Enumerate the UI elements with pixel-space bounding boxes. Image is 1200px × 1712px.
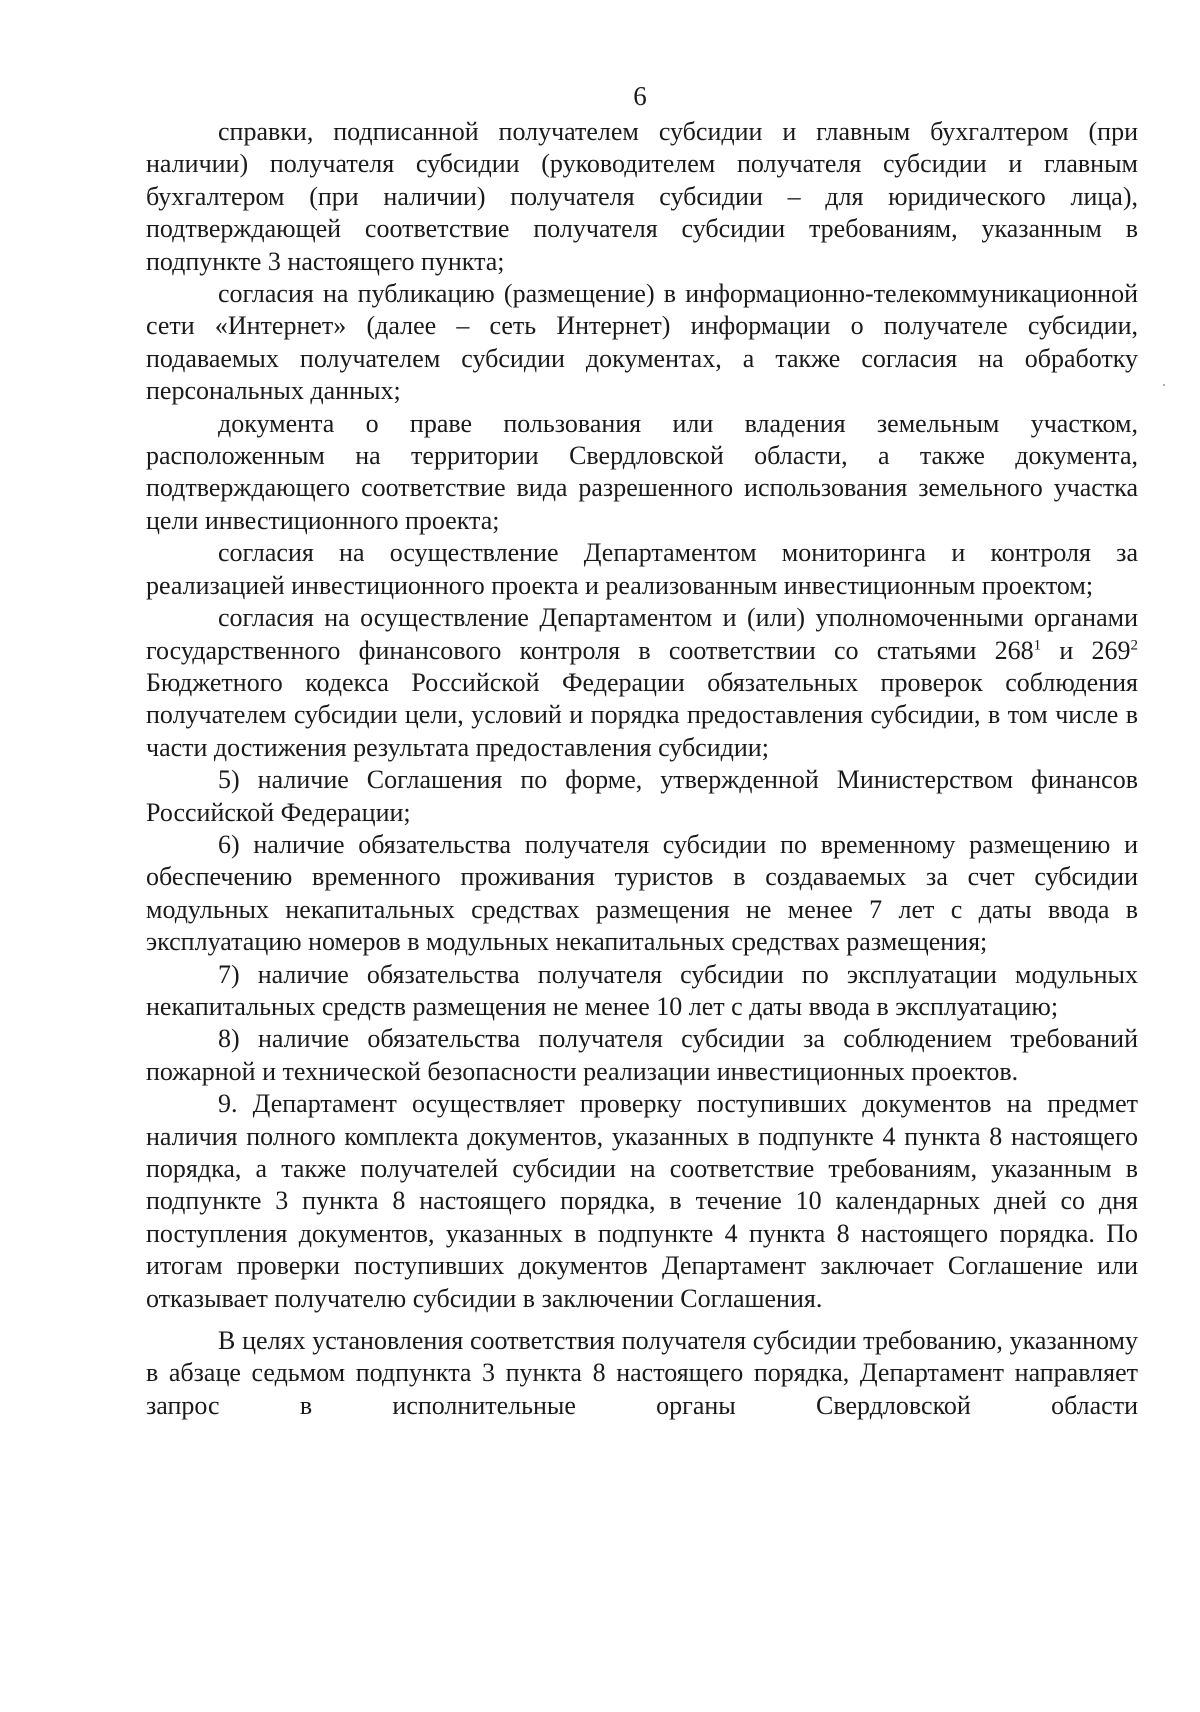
paragraph-land-document: документа о праве пользования или владения земельным участком, расположенным на территории Свердловской области, а также документа, подтверждающего соответствие вида разрешенного использования земельного участка цели инвестиционного проекта;	[146, 408, 1138, 535]
paragraph-item-6: 6) наличие обязательства получателя субсидии по временному размещению и обеспечению временного проживания туристов в создаваемых за счет субсидии модульных некапитальных средствах размещения не менее 7 лет с даты ввода в эксплуатацию номеров в модульных некапитальных средствах размещения;	[146, 829, 1138, 957]
scan-speck	[1163, 384, 1165, 386]
inspections-text-end: Бюджетного кодекса Российской Федерации обязательных проверок соблюдения получателем субсидии цели, условий и порядка предоставления субсидии, в том числе в части достижения результата предоставления субсидии;	[146, 667, 1138, 762]
inspections-text-start: согласия на осуществление Департаментом и (или) уполномоченными органами государственного финансового контроля в соответствии со статьями 268	[146, 603, 1138, 665]
paragraph-consent-inspections	[146, 602, 1138, 764]
paragraph-consent-publication: согласия на публикацию (размещение) в информационно-телекоммуникационной сети «Интернет» (далее – сеть Интернет) информации о получателе субсидии, подаваемых получателем субсидии документах, а также согласия на обработку персональных данных;	[146, 279, 1138, 406]
paragraph-item-8: 8) наличие обязательства получателя субсидии за соблюдением требований пожарной и технической безопасности реализации инвестиционных проектов.	[146, 1024, 1138, 1086]
article-269-superscript: 2	[1130, 636, 1138, 653]
paragraph-verification-request: В целях установления соответствия получателя субсидии требованию, указанному в абзаце седьмом подпункта 3 пункта 8 настоящего порядка, Департамент направляет запрос в исполнительные органы Свердловской области	[146, 1326, 1138, 1420]
inspections-text-middle: и 269	[1041, 635, 1131, 665]
paragraph-certificate: справки, подписанной получателем субсидии и главным бухгалтером (при наличии) получателя субсидии (руководителем получателя субсидии и главным бухгалтером (при наличии) получателя субсидии – для юридического лица), подтверждающей соответствие получателя субсидии требованиям, указанным в подпункте 3 настоящего пункта;	[146, 117, 1138, 276]
paragraph-item-7: 7) наличие обязательства получателя субсидии по эксплуатации модульных некапитальных средств размещения не менее 10 лет с даты ввода в эксплуатацию;	[146, 959, 1138, 1021]
page-number: 6	[633, 81, 647, 111]
article-268-superscript: 1	[1033, 636, 1042, 653]
paragraph-consent-monitoring: согласия на осуществление Департаментом мониторинга и контроля за реализацией инвестиционного проекта и реализованным инвестиционным проектом;	[146, 538, 1138, 600]
document-body	[146, 116, 1138, 1422]
paragraph-item-9: 9. Департамент осуществляет проверку поступивших документов на предмет наличия полного комплекта документов, указанных в подпункте 4 пункта 8 настоящего порядка, а также получателей субсидии на соответствие требованиям, указанным в подпункте 3 пункта 8 настоящего порядка, в течение 10 календарных дней со дня поступления документов, указанных в подпункте 4 пункта 8 настоящего порядка. По итогам проверки поступивших документов Департамент заключает Соглашение или отказывает получателю субсидии в заключении Соглашения.	[146, 1089, 1138, 1313]
paragraph-item-5: 5) наличие Соглашения по форме, утвержденной Министерством финансов Российской Федерации;	[146, 765, 1138, 827]
